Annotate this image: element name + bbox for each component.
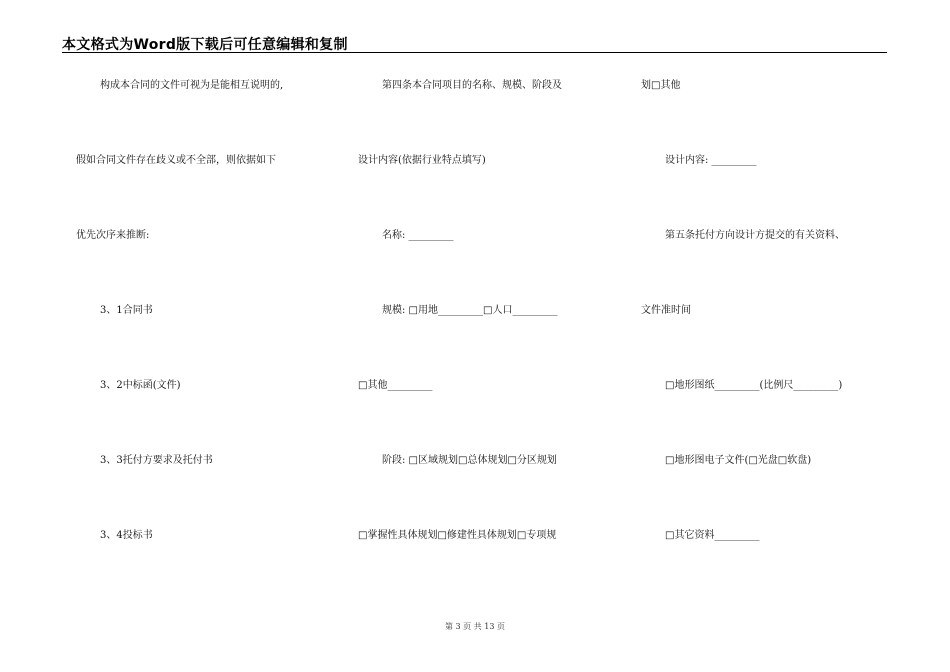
right-line-5: □地形图纸_________(比例尺_________) — [665, 380, 843, 391]
left-line-6: 3、3托付方要求及托付书 — [100, 455, 213, 466]
middle-line-1: 第四条本合同项目的名称、规模、阶段及 — [382, 80, 562, 91]
right-line-3: 第五条托付方向设计方提交的有关资料、 — [665, 230, 845, 241]
page-number-footer: 第 3 页 共 13 页 — [445, 622, 505, 631]
middle-line-5: □其他_________ — [358, 380, 433, 391]
document-header-title: 本文格式为Word版下载后可任意编辑和复制 — [62, 37, 348, 53]
left-line-1: 构成本合同的文件可视为是能相互说明的, — [100, 80, 284, 91]
left-line-2: 假如合同文件存在歧义或不全部，则依据如下 — [76, 155, 276, 166]
middle-line-3: 名称: _________ — [382, 230, 454, 241]
right-line-4: 文件准时间 — [641, 305, 691, 316]
left-line-4: 3、1合同书 — [100, 305, 153, 316]
middle-line-2: 设计内容(依据行业特点填写) — [358, 155, 486, 166]
right-line-2: 设计内容: _________ — [665, 155, 757, 166]
right-line-6: □地形图电子文件(□光盘□软盘) — [665, 455, 812, 466]
middle-line-6: 阶段: □区域规划□总体规划□分区规划 — [382, 455, 557, 466]
left-line-7: 3、4投标书 — [100, 530, 153, 541]
middle-line-4: 规模: □用地_________□人口_________ — [382, 305, 558, 316]
right-line-7: □其它资料_________ — [665, 530, 760, 541]
middle-line-7: □掌握性具体规划□修建性具体规划□专项规 — [358, 530, 557, 541]
left-line-5: 3、2中标函(文件) — [100, 380, 181, 391]
header-divider — [62, 52, 887, 53]
right-line-1: 划□其他 — [641, 80, 681, 91]
left-line-3: 优先次序来推断: — [76, 230, 150, 241]
